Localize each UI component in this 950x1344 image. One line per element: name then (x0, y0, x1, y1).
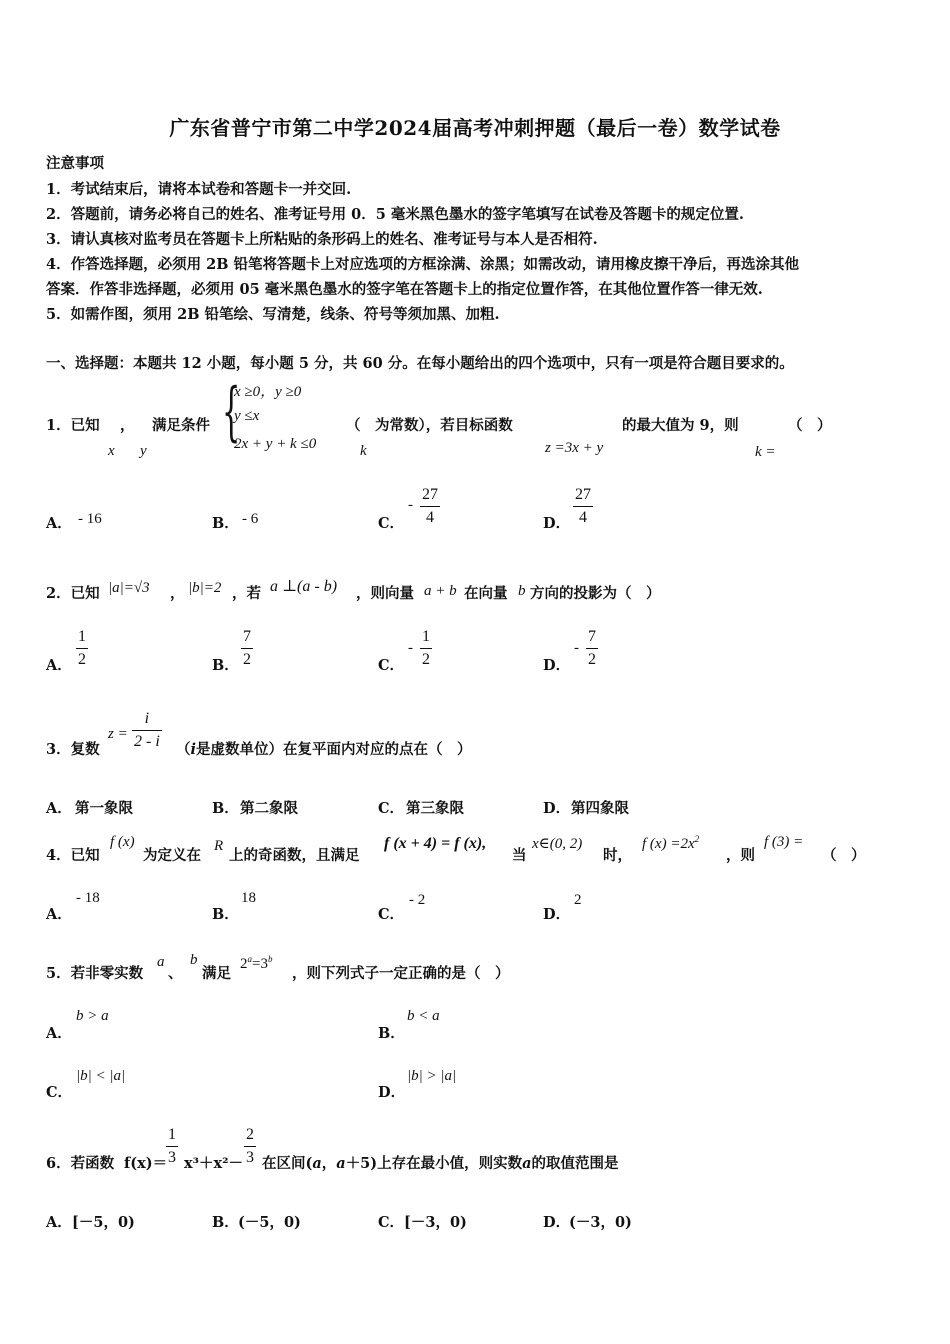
notice-item: 2．答题前，请务必将自己的姓名、准考证号用 0．5 毫米黑色墨水的签字笔填写在试卷及答题卡的规定位置. (46, 206, 744, 223)
option-value: (－5，0) (238, 1214, 301, 1231)
q3-fraction: i 2 - i (134, 710, 160, 750)
q6-fraction: 2 3 (246, 1126, 254, 1166)
option-label: D． (378, 1084, 406, 1101)
option-fraction: 1 2 (78, 628, 86, 668)
q2-perp: a ⊥(a - b) (270, 578, 338, 595)
q1-var-k: k (360, 443, 367, 459)
option-label: A． (46, 515, 72, 532)
option-label: C． (378, 1214, 405, 1231)
option-value: 第二象限 (240, 800, 298, 817)
q2-rest1: ，则向量 (356, 585, 414, 602)
q6-poly: x³＋x²－ (184, 1155, 243, 1172)
q6-rest: 在区间(a，a＋5)上存在最小值，则实数a的取值范围是 (262, 1155, 619, 1172)
option-label: D． (543, 800, 571, 817)
option-value: |b| < |a| (76, 1068, 126, 1084)
q2-apb: a + b (424, 583, 457, 599)
option-label: A． (46, 657, 72, 674)
notice-item: 答案．作答非选择题，必须用 05 毫米黑色墨水的签字笔在答题卡上的指定位置作答，在其他位置作答一律无效. (46, 281, 763, 298)
q4-R: R (214, 838, 224, 854)
q1-sep: ， (120, 417, 135, 434)
q1-tail2: 的最大值为 9，则 (622, 417, 739, 434)
option-label: C． (378, 906, 405, 923)
option-label: C． (378, 657, 405, 674)
q5-eq: $2^a=3^b$ (240, 954, 273, 972)
q2-a-abs: |a|=√3 (108, 580, 150, 596)
option-label: C． (46, 1084, 73, 1101)
q4-def: f $(x) =2x^2$ (642, 834, 700, 852)
option-label: B． (378, 1025, 405, 1042)
q2-rest2: 在向量 (464, 585, 508, 602)
q4-t2: 上的奇函数，且满足 (229, 847, 360, 864)
q2-bv: b (518, 583, 526, 599)
q1-paren: （ ） (788, 417, 832, 434)
option-label: D． (543, 515, 571, 532)
q2-b-abs: |b|=2 (188, 580, 222, 596)
notice-item: 3．请认真核对监考员在答题卡上所粘贴的条形码上的姓名、准考证号与本人是否相符. (46, 231, 598, 248)
q1-sys-line: 2x + y + k ≤0 (234, 436, 317, 452)
q4-t5: ，则 (726, 847, 755, 864)
option-value: [－3，0) (404, 1214, 467, 1231)
q1-keq: k = (755, 444, 776, 460)
q5-t3: ，则下列式子一定正确的是（ ） (292, 965, 510, 982)
q2-rest3: 方向的投影为（ ） (530, 585, 661, 602)
q2-lead: 2．已知 (46, 585, 100, 602)
q5-t1: 、 (168, 965, 183, 982)
q1-brace: { (222, 375, 241, 449)
option-label: D． (543, 906, 571, 923)
q1-var-y: y (140, 443, 147, 459)
option-fraction: 7 2 (243, 628, 251, 668)
option-value: b < a (407, 1008, 440, 1024)
section-heading: 一、选择题：本题共 12 小题，每小题 5 分，共 60 分。在每小题给出的四个选项中，只有一项是符合题目要求的。 (46, 355, 794, 372)
option-value: - 18 (76, 890, 100, 906)
option-label: B． (212, 800, 239, 817)
option-fraction: 1 2 (422, 628, 430, 668)
option-label: C． (378, 515, 405, 532)
q4-f3: f (3) = (764, 834, 804, 850)
option-value: - 2 (409, 892, 426, 908)
option-label: A． (46, 1025, 72, 1042)
notice-item: 4．作答选择题，必须用 2B 铅笔将答题卡上对应选项的方框涂满、涂黑；如需改动，请用橡皮擦干净后，再选涂其他 (46, 256, 800, 273)
option-value: [－5，0) (72, 1214, 135, 1231)
q1-lead: 1．已知 (46, 417, 100, 434)
q4-fx: f (x) (110, 834, 135, 850)
option-label: A． (46, 906, 72, 923)
option-label: B． (212, 1214, 239, 1231)
option-value: |b| > |a| (407, 1068, 457, 1084)
option-value: 第四象限 (571, 800, 629, 817)
notice-heading: 注意事项 (46, 155, 104, 172)
q3-rest: （i是虚数单位）在复平面内对应的点在（ ） (176, 741, 472, 758)
q5-t2: 满足 (202, 965, 231, 982)
option-fraction: 27 4 (422, 486, 438, 526)
option-fraction: 7 2 (588, 628, 596, 668)
q1-sys-line: x ≥0，y ≥0 (234, 384, 302, 400)
notice-item: 5．如需作图，须用 2B 铅笔绘、写清楚，线条、符号等须加黑、加粗. (46, 306, 500, 323)
option-value: 第一象限 (75, 800, 133, 817)
q5-b: b (190, 952, 198, 968)
option-label: A． (46, 1214, 72, 1231)
option-sign: - (574, 640, 579, 656)
option-value: 18 (241, 890, 256, 906)
q1-sys-line: y ≤x (234, 408, 260, 424)
option-label: B． (212, 515, 239, 532)
option-label: C． (378, 800, 405, 817)
q4-t3: 当 (512, 847, 527, 864)
q6-fx: f(x)＝ (124, 1155, 168, 1172)
option-sign: - (408, 497, 413, 513)
q2-comma: ， (170, 585, 185, 602)
q2-if: ，若 (232, 585, 261, 602)
q3-zeq: z = (108, 726, 128, 742)
option-value: (－3，0) (569, 1214, 632, 1231)
option-value: b > a (76, 1008, 109, 1024)
q1-cond: 满足条件 (152, 417, 210, 434)
q1-var-x: x (108, 443, 115, 459)
q4-paren: （ ） (822, 847, 866, 864)
option-label: B． (212, 657, 239, 674)
option-label: D． (543, 1214, 571, 1231)
q6-fraction: 1 3 (168, 1126, 176, 1166)
q5-a: a (157, 954, 165, 970)
option-label: B． (212, 906, 239, 923)
option-fraction: 27 4 (575, 486, 591, 526)
q4-t1: 为定义在 (143, 847, 201, 864)
q1-objective: z =3x + y (545, 440, 604, 456)
option-value: 第三象限 (406, 800, 464, 817)
option-value: - 6 (242, 511, 259, 527)
option-label: A． (46, 800, 72, 817)
q5-lead: 5．若非零实数 (46, 965, 144, 982)
notice-item: 1．考试结束后，请将本试卷和答题卡一并交回. (46, 181, 352, 198)
q6-lead: 6．若函数 (46, 1155, 115, 1172)
option-sign: - (408, 640, 413, 656)
q4-t4: 时， (603, 847, 632, 864)
option-value: - 16 (78, 511, 102, 527)
q4-lead: 4．已知 (46, 847, 100, 864)
q4-eq: f (x + 4) = f (x), (384, 835, 487, 852)
page-title: 广东省普宁市第二中学2024届高考冲刺押题（最后一卷）数学试卷 (169, 116, 781, 140)
q1-tail1: （ 为常数），若目标函数 (346, 417, 513, 434)
option-label: D． (543, 657, 571, 674)
q3-lead: 3．复数 (46, 741, 100, 758)
q4-range: x∈(0, 2) (532, 836, 583, 852)
option-value: 2 (574, 892, 582, 908)
